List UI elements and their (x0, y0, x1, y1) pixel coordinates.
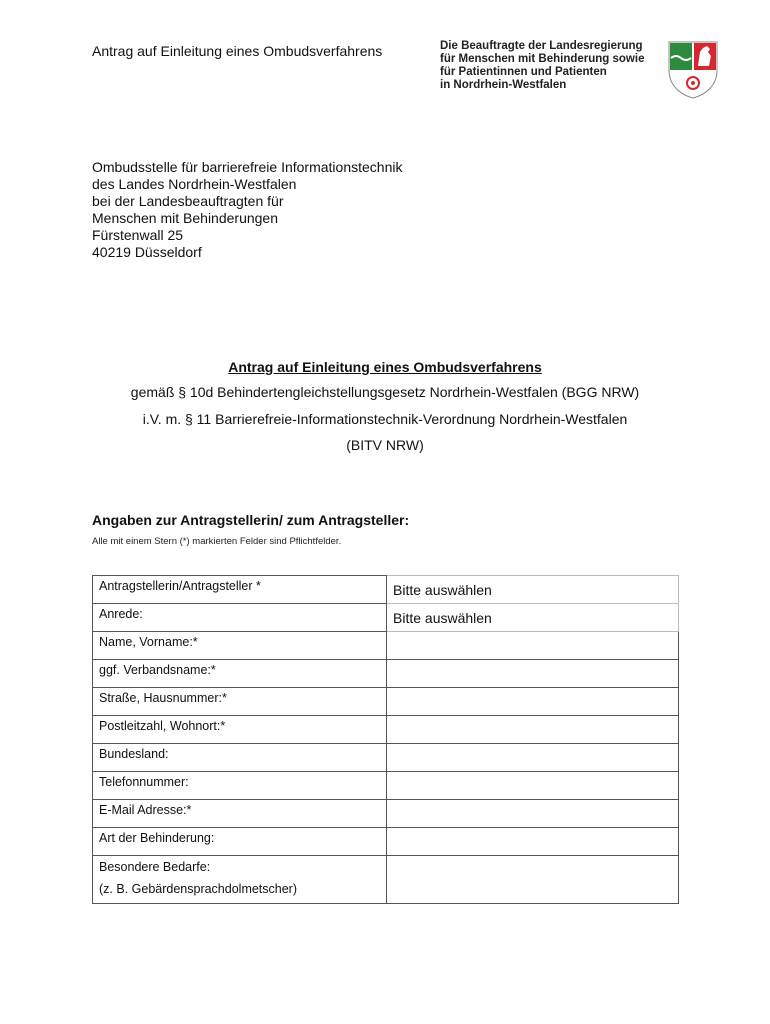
association-name-field[interactable] (387, 660, 679, 688)
field-label: Bundesland: (93, 744, 387, 772)
field-label: Telefonnummer: (93, 772, 387, 800)
address-line: bei der Landesbeauftragten für (92, 193, 284, 209)
address-line: Fürstenwall 25 (92, 227, 184, 243)
field-label-line: (z. B. Gebärdensprachdolmetscher) (99, 882, 298, 896)
table-row (93, 800, 679, 828)
table-row (93, 716, 679, 744)
field-label: Postleitzahl, Wohnort:* (93, 716, 387, 744)
name-field[interactable] (387, 632, 679, 660)
table-row (93, 744, 679, 772)
table-row (93, 772, 679, 800)
document-header-title: Antrag auf Einleitung eines Ombudsverfahrens (92, 43, 383, 59)
street-field[interactable] (387, 688, 679, 716)
field-label: Art der Behinderung: (93, 828, 387, 856)
section-heading: Angaben zur Antragstellerin/ zum Antragsteller: (92, 512, 410, 528)
field-label-line: Besondere Bedarfe: (99, 860, 211, 874)
postal-code-city-field[interactable] (387, 716, 679, 744)
table-row (93, 660, 679, 688)
field-label: ggf. Verbandsname:* (93, 660, 387, 688)
field-label (93, 856, 387, 904)
authority-name (440, 40, 644, 92)
form-title: Antrag auf Einleitung eines Ombudsverfahrens (228, 359, 542, 375)
table-row (93, 604, 679, 632)
table-row (93, 632, 679, 660)
field-label: Straße, Hausnummer:* (93, 688, 387, 716)
authority-line: Die Beauftragte der Landesregierung (440, 40, 643, 52)
address-line: Ombudsstelle für barrierefreie Informationstechnik (92, 159, 403, 175)
salutation-select[interactable] (387, 604, 679, 632)
address-line: 40219 Düsseldorf (92, 244, 202, 260)
applicant-type-select[interactable] (387, 576, 679, 604)
legal-basis-line: gemäß § 10d Behindertengleichstellungsgesetz Nordrhein-Westfalen (BGG NRW) (130, 384, 640, 400)
authority-line: für Patientinnen und Patienten (440, 66, 607, 78)
state-field[interactable] (387, 744, 679, 772)
recipient-address (92, 159, 402, 261)
table-row (93, 688, 679, 716)
table-row (93, 828, 679, 856)
field-label: Antragstellerin/Antragsteller * (93, 576, 387, 604)
special-needs-field[interactable] (387, 856, 679, 904)
field-label: E-Mail Adresse:* (93, 800, 387, 828)
table-row (93, 576, 679, 604)
required-fields-note: Alle mit einem Stern (*) markierten Felder sind Pflichtfelder. (92, 536, 342, 547)
authority-line: in Nordrhein-Westfalen (440, 79, 567, 91)
select-value: Bitte auswählen (393, 610, 492, 626)
table-row (93, 856, 679, 904)
disability-type-field[interactable] (387, 828, 679, 856)
legal-basis-line: (BITV NRW) (346, 437, 424, 453)
legal-basis-line: i.V. m. § 11 Barrierefreie-Informationstechnik-Verordnung Nordrhein-Westfalen (142, 411, 628, 427)
nrw-coat-of-arms-icon (667, 40, 719, 100)
authority-line: für Menschen mit Behinderung sowie (440, 53, 645, 65)
address-line: Menschen mit Behinderungen (92, 210, 279, 226)
select-value: Bitte auswählen (393, 582, 492, 598)
address-line: des Landes Nordrhein-Westfalen (92, 176, 297, 192)
email-field[interactable] (387, 800, 679, 828)
phone-field[interactable] (387, 772, 679, 800)
field-label: Anrede: (93, 604, 387, 632)
field-label: Name, Vorname:* (93, 632, 387, 660)
applicant-form-table (92, 575, 679, 904)
